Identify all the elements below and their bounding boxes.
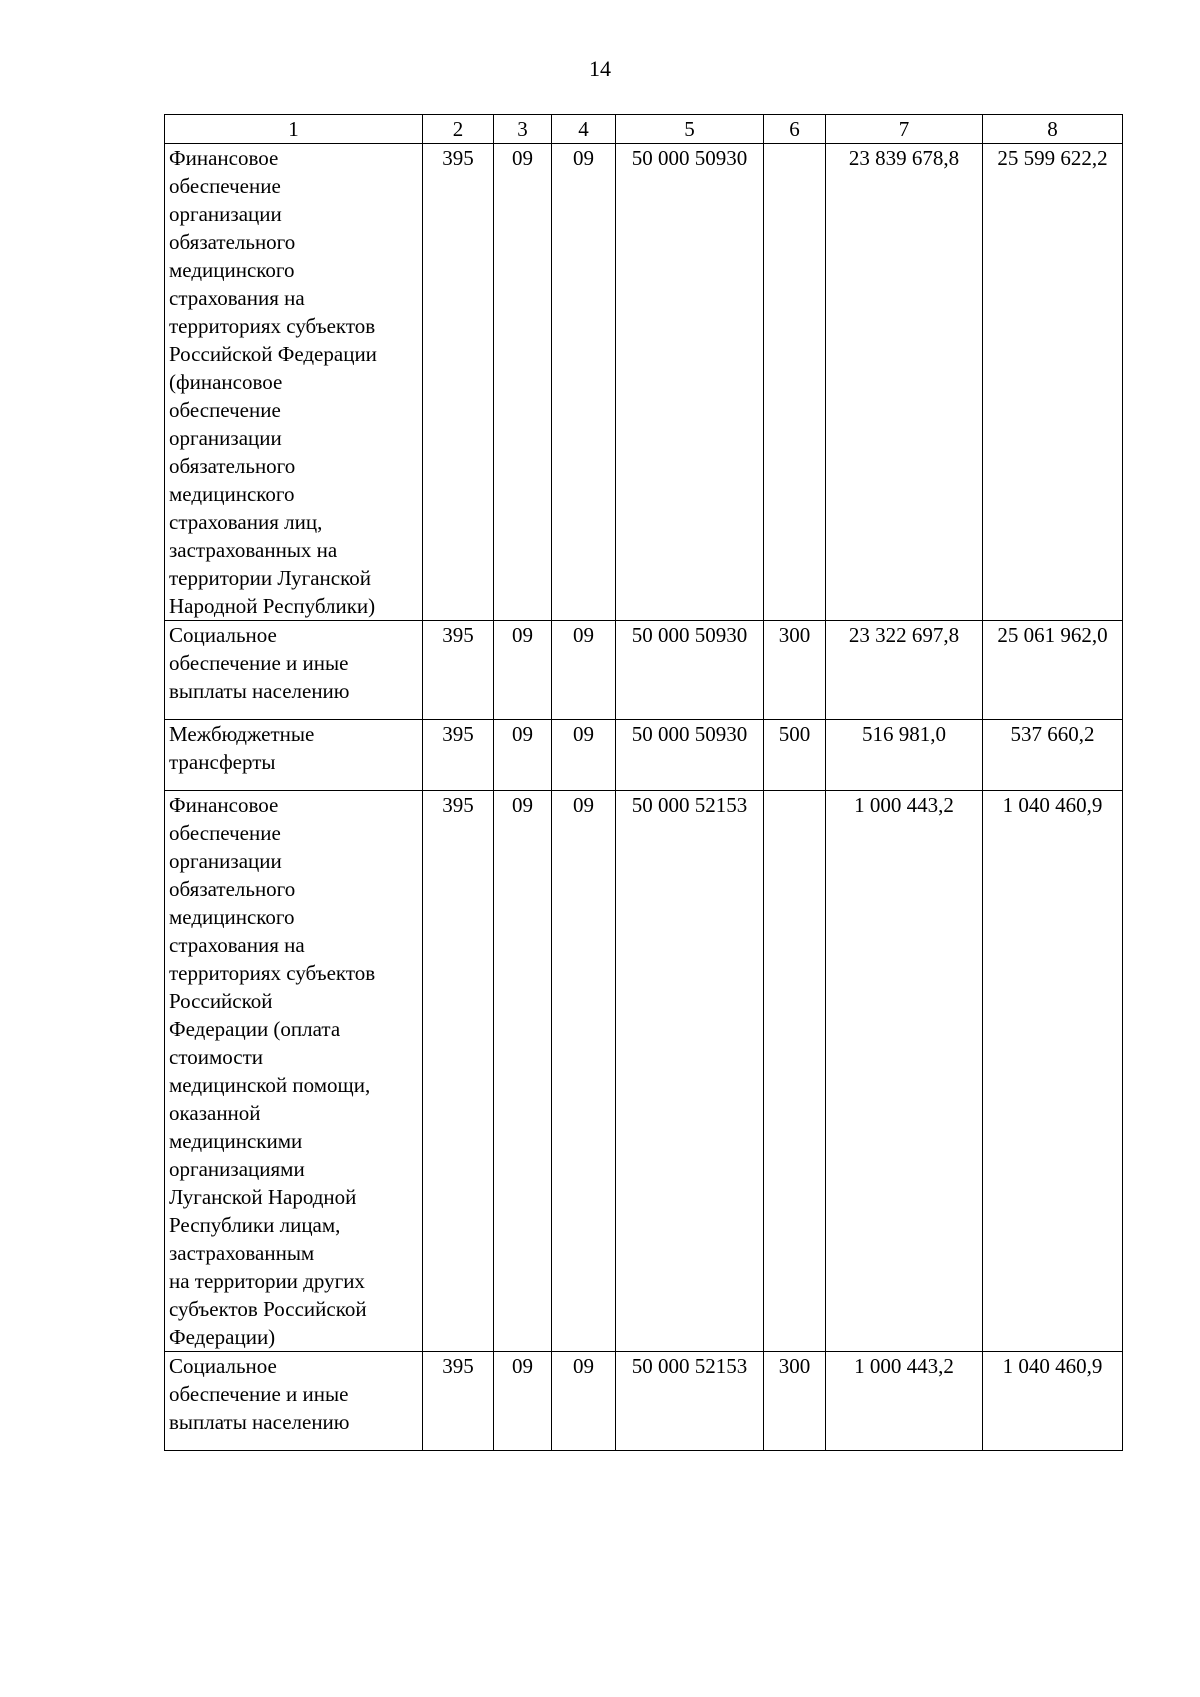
header-cell: 7	[826, 115, 983, 144]
expense-type-cell	[764, 791, 826, 1352]
target-article-cell: 50 000 50930	[616, 720, 764, 791]
subsection-cell: 09	[552, 720, 616, 791]
expense-type-cell: 500	[764, 720, 826, 791]
table-row	[165, 144, 1123, 621]
expense-type-cell: 300	[764, 1352, 826, 1451]
target-article-cell: 50 000 50930	[616, 144, 764, 621]
budget-table	[164, 114, 1123, 1451]
code-cell: 395	[423, 791, 494, 1352]
target-article-cell: 50 000 52153	[616, 791, 764, 1352]
code-cell: 395	[423, 621, 494, 720]
subsection-cell: 09	[552, 621, 616, 720]
table-header-row	[165, 115, 1123, 144]
header-cell: 5	[616, 115, 764, 144]
section-cell: 09	[494, 720, 552, 791]
table-row	[165, 621, 1123, 720]
header-cell: 6	[764, 115, 826, 144]
section-cell: 09	[494, 1352, 552, 1451]
code-cell: 395	[423, 720, 494, 791]
amount-cell: 1 040 460,9	[983, 1352, 1123, 1451]
row-name-cell: Межбюджетные трансферты	[165, 720, 423, 791]
header-cell: 2	[423, 115, 494, 144]
amount-cell: 25 599 622,2	[983, 144, 1123, 621]
amount-cell: 25 061 962,0	[983, 621, 1123, 720]
expense-type-cell: 300	[764, 621, 826, 720]
amount-cell: 1 040 460,9	[983, 791, 1123, 1352]
row-name-cell: Финансовое обеспечение организации обязательного медицинского страхования на территориях субъектов Российской Федерации (оплата стоимости медицинской помощи, оказанной медицинскими организациями Луганской Народной Республики лицам, застрахованным на территории других субъектов Российской Федерации)	[165, 791, 423, 1352]
page-number: 14	[589, 56, 611, 81]
expense-type-cell	[764, 144, 826, 621]
row-name-cell: Финансовое обеспечение организации обязательного медицинского страхования на территориях субъектов Российской Федерации (финансовое обеспечение организации обязательного медицинского страхования лиц, застрахованных на территории Луганской Народной Республики)	[165, 144, 423, 621]
section-cell: 09	[494, 621, 552, 720]
table-row	[165, 791, 1123, 1352]
amount-cell: 23 322 697,8	[826, 621, 983, 720]
subsection-cell: 09	[552, 791, 616, 1352]
code-cell: 395	[423, 144, 494, 621]
code-cell: 395	[423, 1352, 494, 1451]
amount-cell: 23 839 678,8	[826, 144, 983, 621]
section-cell: 09	[494, 791, 552, 1352]
header-cell: 3	[494, 115, 552, 144]
target-article-cell: 50 000 52153	[616, 1352, 764, 1451]
amount-cell: 516 981,0	[826, 720, 983, 791]
table-row	[165, 720, 1123, 791]
section-cell: 09	[494, 144, 552, 621]
amount-cell: 1 000 443,2	[826, 791, 983, 1352]
row-name-cell: Социальное обеспечение и иные выплаты населению	[165, 1352, 423, 1451]
target-article-cell: 50 000 50930	[616, 621, 764, 720]
row-name-cell: Социальное обеспечение и иные выплаты населению	[165, 621, 423, 720]
header-cell: 1	[165, 115, 423, 144]
table-row	[165, 1352, 1123, 1451]
amount-cell: 1 000 443,2	[826, 1352, 983, 1451]
header-cell: 4	[552, 115, 616, 144]
subsection-cell: 09	[552, 1352, 616, 1451]
header-cell: 8	[983, 115, 1123, 144]
subsection-cell: 09	[552, 144, 616, 621]
amount-cell: 537 660,2	[983, 720, 1123, 791]
